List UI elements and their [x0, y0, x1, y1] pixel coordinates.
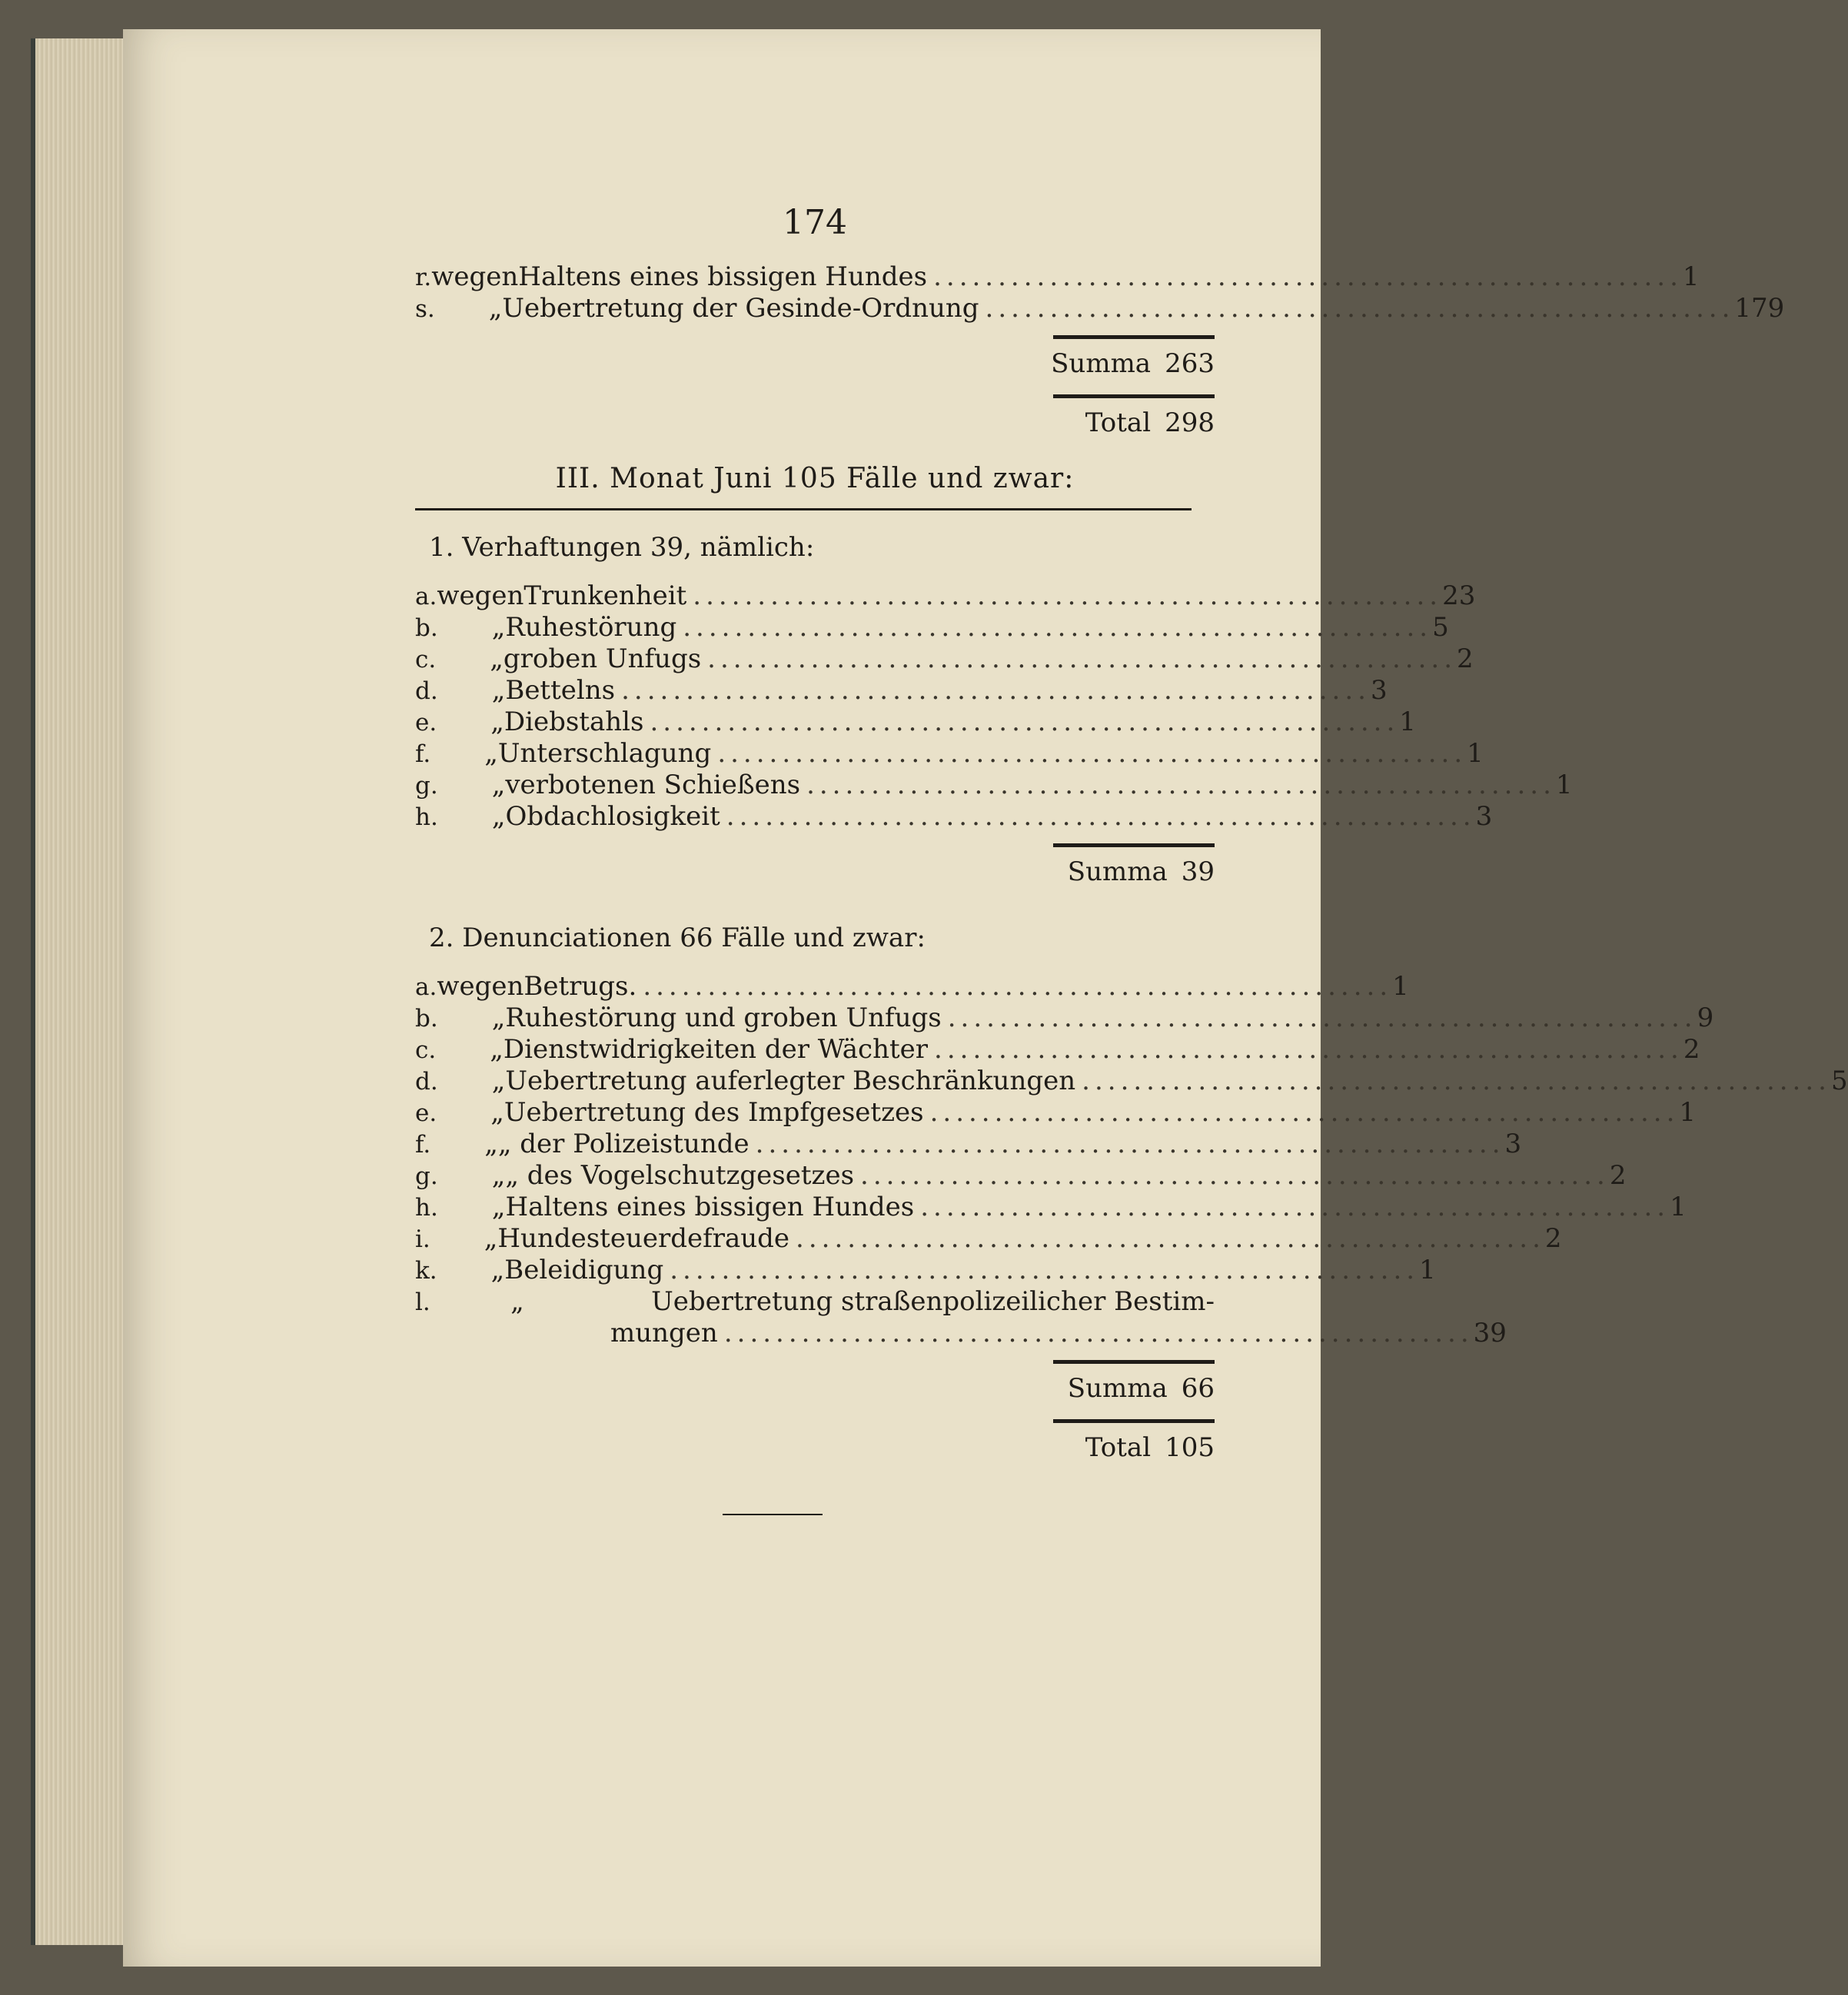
item-prefix: „	[491, 1192, 506, 1222]
item-value: 2	[1609, 1160, 1627, 1191]
summa-label: Summa	[1067, 1372, 1168, 1404]
list-item	[415, 612, 1449, 643]
item-letter: c.	[415, 646, 437, 673]
leader-dots: ..........................................................	[796, 1223, 1545, 1254]
item-prefix: „	[490, 1097, 504, 1128]
item-text: Ruhestörung	[505, 612, 677, 643]
item-text: Uebertretung der Gesinde-Ordnung	[502, 293, 979, 324]
item-letter: e.	[415, 709, 437, 736]
item-letter: b.	[415, 1005, 438, 1032]
section-divider	[415, 508, 1192, 510]
leader-dots: ..........................................................	[933, 261, 1683, 292]
section-heading: III. Monat Juni 105 Fälle und zwar:	[555, 463, 1075, 494]
leader-dots: ..........................................................	[806, 770, 1556, 800]
item-text: „ des Vogelschutzgesetzes	[505, 1160, 855, 1191]
item-prefix: „	[490, 707, 504, 737]
item-text: Uebertretung des Impfgesetzes	[504, 1097, 924, 1128]
item-letter: e.	[415, 1099, 437, 1127]
item-letter: r.	[415, 264, 432, 291]
leader-dots: ..........................................................	[929, 1097, 1680, 1128]
item-prefix: „	[484, 738, 498, 769]
summa-label: Summa	[1051, 347, 1152, 379]
item-text: Betrugs.	[523, 971, 637, 1002]
end-rule	[723, 1514, 823, 1515]
item-text: Haltens eines bissigen Hundes	[518, 261, 928, 292]
list-item	[415, 580, 1476, 612]
leader-dots: ..........................................................	[670, 1255, 1420, 1285]
list-item	[415, 1192, 1687, 1223]
list-item	[415, 1223, 1562, 1255]
item-prefix: „	[484, 1223, 498, 1254]
item-text: Bettelns	[505, 675, 616, 706]
summa-row	[415, 344, 1215, 384]
leader-dots: ..........................................................	[723, 1318, 1474, 1348]
item-value: 1	[1670, 1192, 1687, 1222]
summa-row	[415, 852, 1215, 892]
summa-value: 66	[1181, 1372, 1215, 1404]
list-item	[415, 1034, 1700, 1066]
item-letter: l.	[415, 1288, 430, 1316]
total-row	[415, 1428, 1215, 1468]
item-prefix: „	[491, 770, 506, 800]
sum-rule	[1053, 843, 1215, 847]
item-letter: f.	[415, 740, 431, 768]
item-text: groben Unfugs	[503, 643, 702, 674]
item-letter: s.	[415, 295, 435, 323]
item-value: 3	[1370, 675, 1388, 706]
summa-value: 39	[1181, 856, 1215, 887]
leader-dots: ..........................................................	[693, 580, 1443, 611]
item-value: 1	[1467, 738, 1484, 769]
item-value: 1	[1419, 1255, 1436, 1285]
total-value: 298	[1165, 407, 1215, 438]
leader-dots: ..........................................................	[643, 971, 1393, 1002]
list-item	[415, 738, 1484, 770]
item-value: 1	[1392, 971, 1409, 1002]
item-prefix: wegen	[437, 971, 524, 1002]
list-item-continuation	[415, 1318, 1507, 1349]
item-value: 2	[1544, 1223, 1562, 1254]
item-prefix: „	[491, 675, 506, 706]
item-text: Unterschlagung	[497, 738, 712, 769]
top-list	[415, 261, 1785, 324]
list-item	[415, 707, 1416, 738]
item-value: 5	[1830, 1066, 1848, 1096]
item-text: Beleidigung	[504, 1255, 664, 1285]
item-value: 3	[1504, 1129, 1522, 1159]
leader-dots: ..........................................................	[1082, 1066, 1831, 1096]
item-prefix: „	[490, 1034, 504, 1065]
leader-dots: ..........................................................	[860, 1160, 1610, 1191]
item-letter: g.	[415, 772, 438, 800]
item-prefix: „	[491, 801, 506, 832]
item-letter: d.	[415, 677, 438, 705]
item-prefix: wegen	[437, 580, 524, 611]
item-text: Diebstahls	[504, 707, 644, 737]
list-item	[415, 1255, 1436, 1286]
item-letter: k.	[415, 1257, 437, 1285]
leader-dots: ..........................................................	[650, 707, 1400, 737]
list-item	[415, 643, 1474, 675]
total-row	[415, 403, 1215, 443]
total-rule	[1053, 1419, 1215, 1423]
list-item	[415, 1002, 1714, 1034]
item-prefix: „	[484, 1129, 498, 1159]
list-item	[415, 1129, 1522, 1160]
section2-list	[415, 971, 1848, 1318]
leader-dots: ..........................................................	[920, 1192, 1670, 1222]
sum-rule	[1053, 1360, 1215, 1364]
leader-dots: ..........................................................	[947, 1002, 1697, 1033]
list-item	[415, 971, 1409, 1002]
summa-value: 263	[1165, 347, 1215, 379]
leader-dots: ..........................................................	[717, 738, 1467, 769]
item-text: verbotenen Schießens	[505, 770, 801, 800]
item-value: 2	[1457, 643, 1474, 674]
item-text: Uebertretung straßenpolizeilicher Bestim-	[651, 1286, 1215, 1317]
item-prefix: „	[490, 643, 504, 674]
item-prefix: „	[510, 1286, 524, 1317]
item-letter: g.	[415, 1162, 438, 1190]
item-letter: c.	[415, 1036, 437, 1064]
list-item	[415, 1097, 1697, 1129]
summa-label: Summa	[1067, 856, 1168, 887]
total-rule	[1053, 394, 1215, 398]
item-text: Uebertretung auferlegter Beschränkungen	[505, 1066, 1076, 1096]
item-text: Trunkenheit	[523, 580, 687, 611]
total-value: 105	[1165, 1431, 1215, 1463]
item-value: 3	[1475, 801, 1493, 832]
item-text: mungen	[610, 1318, 718, 1348]
item-text: Haltens eines bissigen Hundes	[505, 1192, 915, 1222]
list-item	[415, 261, 1700, 293]
section2-title: 2. Denunciationen 66 Fälle und zwar:	[429, 923, 926, 953]
item-value: 1	[1679, 1097, 1697, 1128]
total-label: Total	[1085, 407, 1152, 438]
sum-rule	[1053, 335, 1215, 339]
list-item	[415, 770, 1573, 801]
item-letter: h.	[415, 1194, 438, 1222]
item-text: Ruhestörung und groben Unfugs	[505, 1002, 942, 1033]
list-item	[415, 675, 1388, 707]
item-text: Dienstwidrigkeiten der Wächter	[503, 1034, 929, 1065]
item-value: 179	[1734, 293, 1785, 324]
item-letter: h.	[415, 803, 438, 831]
section1-list	[415, 580, 1573, 833]
item-value: 1	[1399, 707, 1416, 737]
page-content	[415, 200, 1848, 1515]
list-item	[415, 1066, 1848, 1097]
item-prefix: „	[491, 1160, 506, 1191]
item-prefix: „	[491, 1002, 506, 1033]
item-letter: d.	[415, 1068, 438, 1096]
item-letter: b.	[415, 614, 438, 642]
item-value: 1	[1682, 261, 1700, 292]
item-letter: i.	[415, 1225, 430, 1253]
leader-dots: ..........................................................	[683, 612, 1433, 643]
leader-dots: ..........................................................	[726, 801, 1476, 832]
page-number: 174	[783, 203, 847, 242]
item-prefix: „	[488, 293, 503, 324]
section1-title: 1. Verhaftungen 39, nämlich:	[429, 532, 815, 563]
item-prefix: wegen	[431, 261, 519, 292]
item-prefix: „	[490, 1255, 505, 1285]
item-value: 5	[1432, 612, 1449, 643]
item-value: 39	[1473, 1318, 1507, 1348]
leader-dots: ..........................................................	[621, 675, 1371, 706]
leader-dots: ..........................................................	[934, 1034, 1683, 1065]
item-value: 23	[1442, 580, 1476, 611]
item-letter: a.	[415, 583, 437, 610]
item-text: Hundesteuerdefraude	[497, 1223, 790, 1254]
summa-row	[415, 1368, 1215, 1408]
leader-dots: ..........................................................	[755, 1129, 1505, 1159]
total-label: Total	[1085, 1431, 1152, 1463]
item-text: Obdachlosigkeit	[505, 801, 720, 832]
item-prefix: „	[491, 612, 506, 643]
list-item	[415, 1286, 1215, 1318]
item-value: 2	[1683, 1034, 1700, 1065]
leader-dots: ..........................................................	[707, 643, 1457, 674]
list-item	[415, 1160, 1627, 1192]
list-item	[415, 293, 1785, 324]
item-text: „ der Polizeistunde	[497, 1129, 750, 1159]
item-prefix: „	[491, 1066, 506, 1096]
item-letter: a.	[415, 973, 437, 1001]
item-value: 1	[1555, 770, 1573, 800]
item-letter: f.	[415, 1131, 431, 1159]
leader-dots: ..........................................................	[985, 293, 1735, 324]
list-item	[415, 801, 1493, 833]
item-value: 9	[1697, 1002, 1714, 1033]
